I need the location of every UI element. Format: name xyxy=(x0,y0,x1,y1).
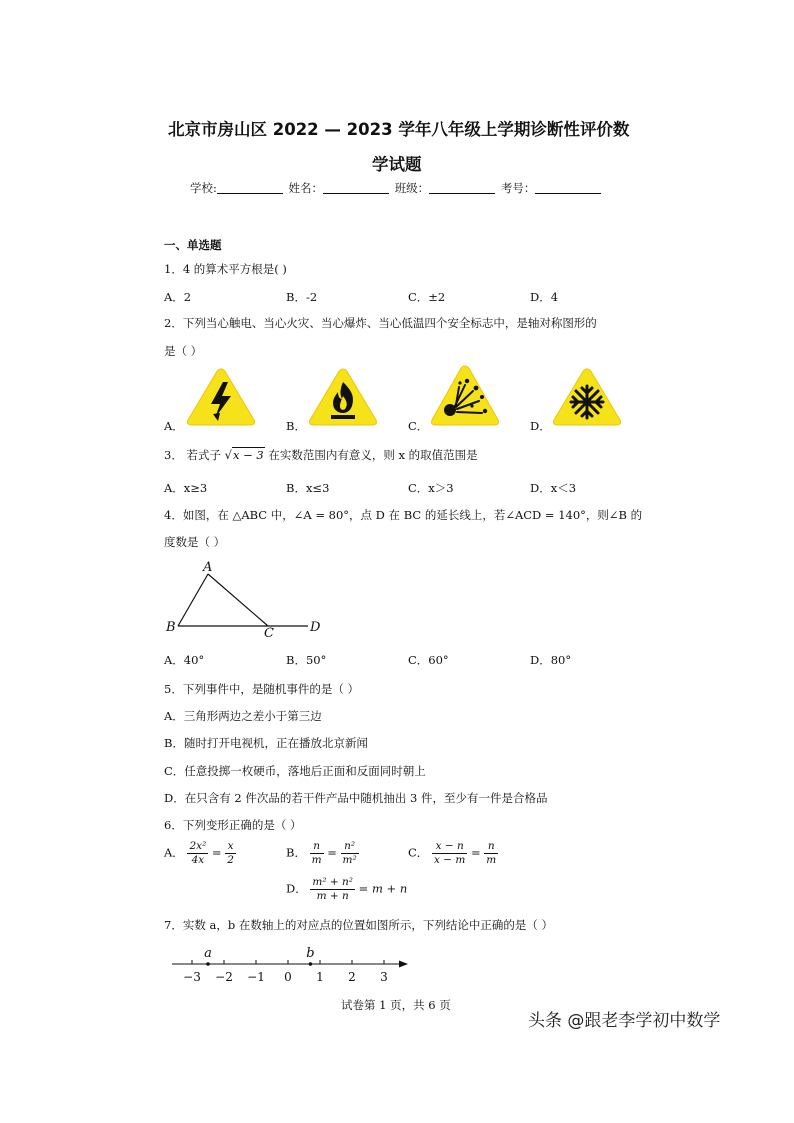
q6-b-rnum: n² xyxy=(341,840,359,854)
line-ac xyxy=(208,574,268,626)
q4-stem-line-1: 4．如图，在 △ABC 中，∠A = 80°，点 D 在 BC 的延长线上，若∠ACD = 140°，则∠B 的 xyxy=(164,508,643,522)
low-temperature-warning-icon xyxy=(551,366,623,428)
q2-option-b[interactable]: B． xyxy=(286,419,306,433)
class-label: 班级： xyxy=(394,181,430,195)
q3-option-d[interactable]: D．x＜3 xyxy=(530,481,577,495)
q6-option-a-label: A． xyxy=(164,845,184,860)
number-line-tick-label: 3 xyxy=(380,970,388,984)
point-a-marker xyxy=(206,962,210,966)
electric-shock-warning-icon xyxy=(185,366,257,428)
q5-option-d[interactable]: D．在只含有 2 件次品的若干件产品中随机抽出 3 件，至少有一件是合格品 xyxy=(164,791,548,805)
q2-option-a[interactable]: A． xyxy=(164,419,184,433)
q6-b-num: n xyxy=(310,840,324,854)
q7-stem: 7．实数 a，b 在数轴上的对应点的位置如图所示，下列结论中正确的是（ ） xyxy=(164,918,553,932)
q6-d-rhs: m + n xyxy=(371,881,408,896)
number-line-tick-label: 2 xyxy=(348,970,356,984)
number-line-tick-label: −3 xyxy=(183,970,201,984)
q6-option-d-label: D． xyxy=(286,881,307,896)
q2-option-d[interactable]: D． xyxy=(530,419,551,433)
fire-warning-icon xyxy=(307,366,379,428)
q6-option-c-label: C． xyxy=(408,845,429,860)
q3-option-a[interactable]: A．x≥3 xyxy=(164,481,208,495)
number-line-tick-label: −2 xyxy=(215,970,233,984)
q4-triangle-figure xyxy=(160,555,330,643)
line-ab xyxy=(178,574,208,626)
q6-a-rden: 2 xyxy=(227,854,234,866)
q1-option-b[interactable]: B．-2 xyxy=(286,290,318,304)
q3-stem xyxy=(164,447,478,463)
q6-a-num: 2x² xyxy=(189,840,207,852)
q6-b-lhs-fraction xyxy=(310,840,324,867)
q6-option-b[interactable]: B． $\frac{n}{m}$ = $\frac{\text{n²}}{\text{m²}}$ xyxy=(286,840,357,866)
q1-option-c[interactable]: C．±2 xyxy=(408,290,446,304)
q6-c-rhs-fraction xyxy=(484,840,498,867)
q6-a-lhs-fraction xyxy=(187,840,208,867)
number-line-tick-label: −1 xyxy=(247,970,265,984)
q6-a-den: 4x xyxy=(191,854,205,866)
name-label: 姓名： xyxy=(288,181,324,195)
q2-option-c[interactable]: C． xyxy=(408,419,429,433)
q6-option-a[interactable]: A． $\frac{\text{2x²}}{4x}$ = $\frac{x}{2}$ xyxy=(164,840,234,866)
explosion-warning-icon xyxy=(429,363,501,428)
school-blank[interactable] xyxy=(217,181,283,194)
class-blank[interactable] xyxy=(429,181,495,194)
page-footer: 试卷第 1 页，共 6 页 xyxy=(341,998,451,1012)
q6-a-rnum: x xyxy=(225,840,236,854)
q6-d-num: m² + n² xyxy=(312,876,354,888)
q6-b-den: m xyxy=(311,854,322,866)
q6-c-num: x − n xyxy=(432,840,467,854)
q4-stem-line-2: 度数是（ ） xyxy=(164,535,226,549)
q4-option-c[interactable]: C．60° xyxy=(408,653,449,667)
vertex-label-c: C xyxy=(264,626,274,641)
q6-d-den: m + n xyxy=(316,890,349,902)
exam-number-label: 考号： xyxy=(500,181,536,195)
q3-option-c[interactable]: C．x＞3 xyxy=(408,481,454,495)
number-line-arrow-icon xyxy=(399,961,408,968)
q5-stem: 5．下列事件中，是随机事件的是（ ） xyxy=(164,682,359,696)
q6-c-rden: m xyxy=(486,854,497,866)
q7-number-line xyxy=(168,944,414,986)
q4-option-d[interactable]: D．80° xyxy=(530,653,572,667)
section-heading: 一、单选题 xyxy=(164,238,222,252)
title-line-2: 学试题 xyxy=(372,155,422,174)
q6-b-rden: m² xyxy=(342,854,357,866)
q2-stem-line-2: 是（ ） xyxy=(164,344,203,358)
q5-option-b[interactable]: B．随时打开电视机，正在播放北京新闻 xyxy=(164,736,368,750)
q3-stem-suffix: 在实数范围内有意义，则 x 的取值范围是 xyxy=(268,448,478,462)
q1-option-d[interactable]: D．4 xyxy=(530,290,559,304)
q6-stem: 6．下列变形正确的是（ ） xyxy=(164,818,302,832)
q3-radicand: x − 3 xyxy=(232,448,264,462)
point-b-label: b xyxy=(306,946,315,961)
number-line-tick-label: 1 xyxy=(316,970,324,984)
q6-b-rhs-fraction xyxy=(341,840,359,867)
q6-option-d[interactable]: D． $\frac{\text{m² + n²}}{m + n}$ = m + n xyxy=(286,876,408,902)
q6-c-rnum: n xyxy=(484,840,498,854)
watermark: 头条 @跟老李学初中数学 xyxy=(528,1011,721,1031)
point-a-label: a xyxy=(204,946,212,961)
number-line-tick-label: 0 xyxy=(284,970,292,984)
q6-d-lhs-fraction xyxy=(310,876,355,903)
name-blank[interactable] xyxy=(323,181,389,194)
vertex-label-b: B xyxy=(166,620,176,635)
q6-c-den: x − m xyxy=(433,854,466,866)
exam-number-blank[interactable] xyxy=(535,181,601,194)
q6-option-c[interactable]: C． $\frac{x - n}{x - m}$ = $\frac{n}{m}$ xyxy=(408,840,497,866)
q6-a-rhs-fraction xyxy=(225,840,236,867)
school-label: 学校: xyxy=(190,181,217,195)
q6-c-lhs-fraction xyxy=(432,840,467,867)
student-info-row xyxy=(190,180,603,196)
q1-stem: 1．4 的算术平方根是( ) xyxy=(164,262,287,276)
title-line-1: 北京市房山区 2022 — 2023 学年八年级上学期诊断性评价数 xyxy=(168,120,630,139)
q5-option-c[interactable]: C．任意投掷一枚硬币，落地后正面和反面同时朝上 xyxy=(164,764,426,778)
vertex-label-d: D xyxy=(310,620,321,635)
q4-option-a[interactable]: A．40° xyxy=(164,653,205,667)
vertex-label-a: A xyxy=(203,560,213,575)
q4-option-b[interactable]: B．50° xyxy=(286,653,327,667)
q1-option-a[interactable]: A．2 xyxy=(164,290,192,304)
q5-option-a[interactable]: A．三角形两边之差小于第三边 xyxy=(164,709,322,723)
q2-stem-line-1: 2．下列当心触电、当心火灾、当心爆炸、当心低温四个安全标志中，是轴对称图形的 xyxy=(164,316,597,330)
point-b-marker xyxy=(309,962,313,966)
q6-option-b-label: B． xyxy=(286,845,306,860)
q3-stem-prefix: 3． 若式子 xyxy=(164,448,221,462)
q3-option-b[interactable]: B．x≤3 xyxy=(286,481,330,495)
q3-sqrt-expression: √x − 3 xyxy=(224,448,264,462)
